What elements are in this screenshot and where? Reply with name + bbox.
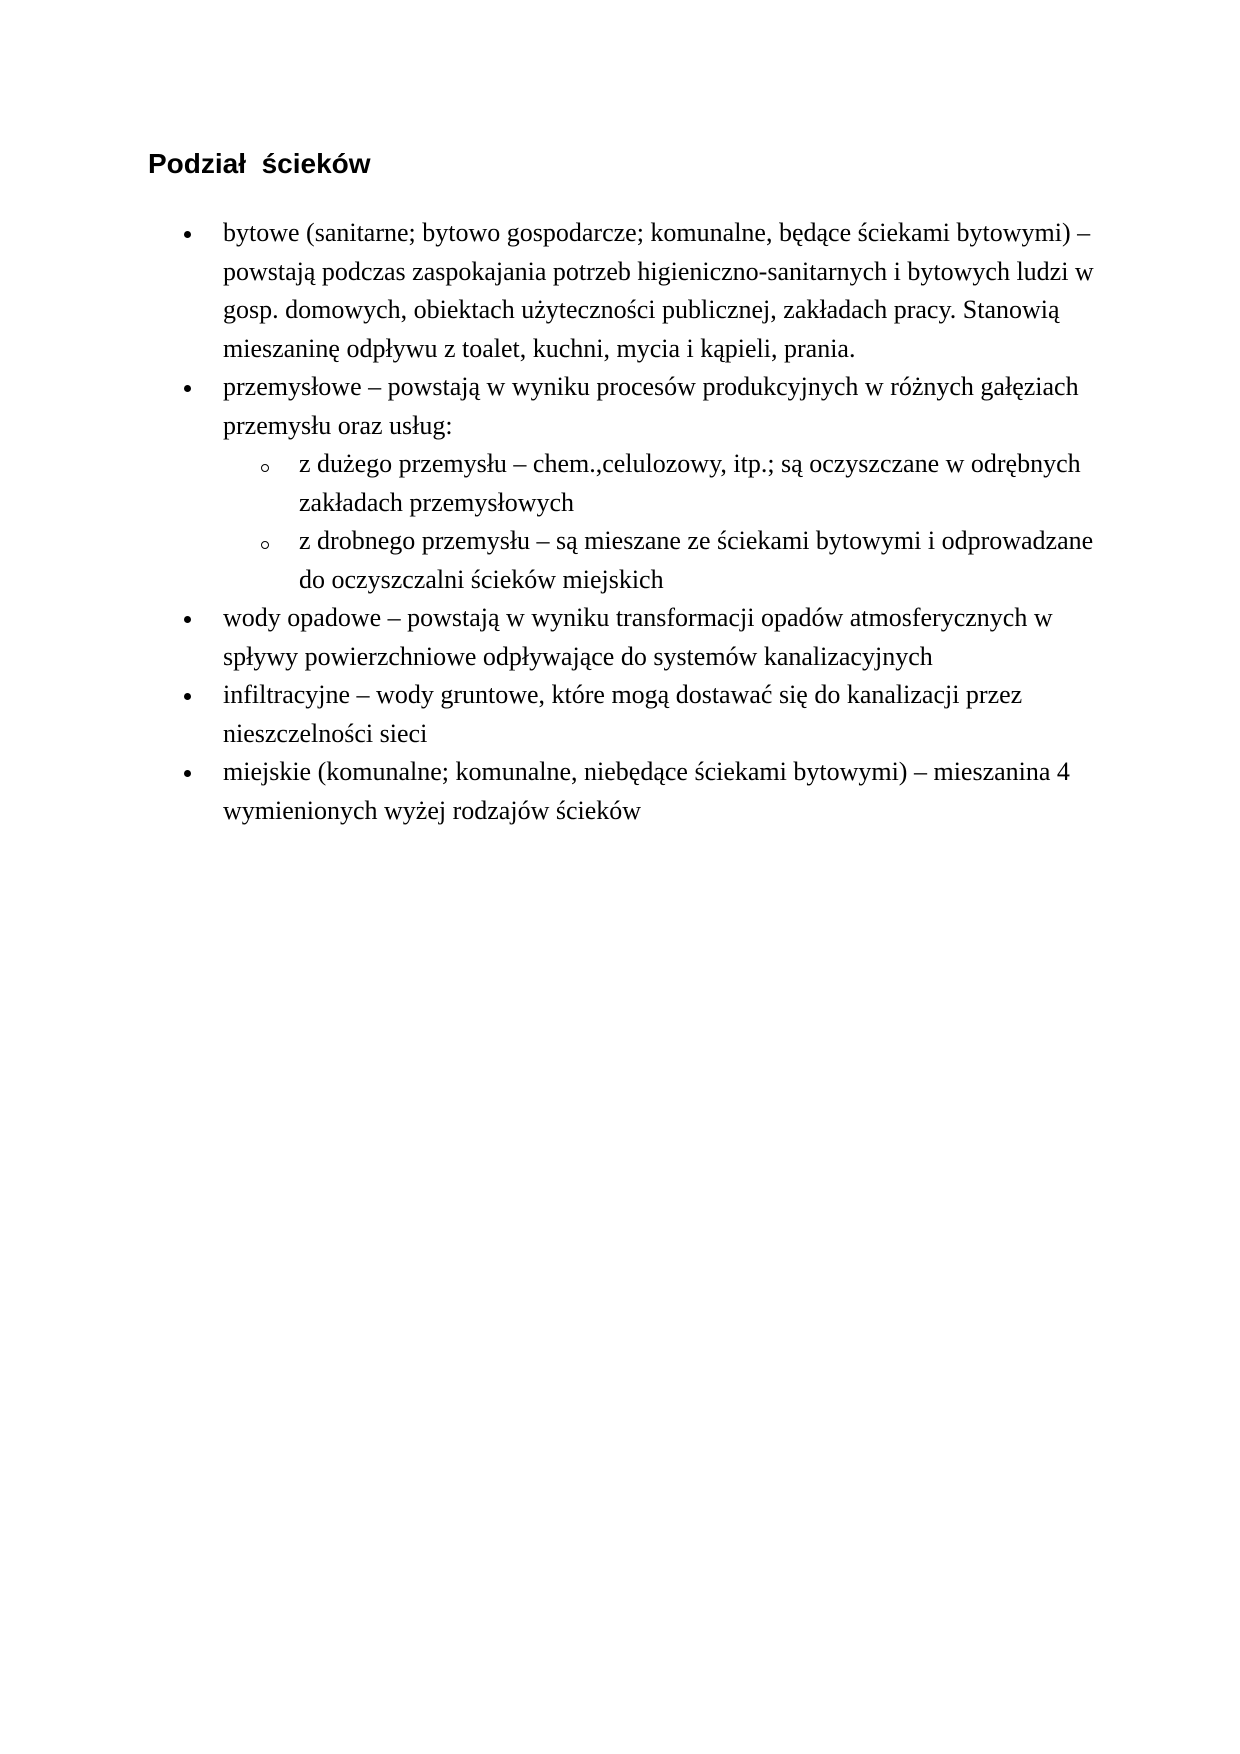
list-item-text: miejskie (komunalne; komunalne, niebędące ściekami bytowymi) – mieszanina 4 wymienionych wyżej rodzajów ścieków — [223, 757, 1070, 825]
bullet-icon — [184, 385, 191, 392]
industrial-sublist — [223, 445, 1103, 599]
list-item-text: infiltracyjne – wody gruntowe, które mogą dostawać się do kanalizacji przez nieszczelności sieci — [223, 680, 1023, 748]
circle-bullet-icon — [261, 541, 269, 549]
sublist-item-drobny-przemysl — [0, 522, 1103, 599]
sublist-item-duzy-przemysl — [0, 445, 1103, 522]
list-item-text: wody opadowe – powstają w wyniku transformacji opadów atmosferycznych w spływy powierzchniowe odpływające do systemów kanalizacyjnych — [223, 603, 1053, 671]
bullet-icon — [184, 231, 191, 238]
list-item-text: bytowe (sanitarne; bytowo gospodarcze; komunalne, będące ściekami bytowymi) – powstają podczas zaspokajania potrzeb higieniczno-sanitarnych i bytowych ludzi w gosp. domowych, obiektach użyteczności publicznej, zakładach pracy. Stanowią mieszaninę odpływu z toalet, kuchni, mycia i kąpieli, prania. — [223, 218, 1094, 363]
page-title: Podział ścieków — [148, 148, 371, 179]
list-item-text: przemysłowe – powstają w wyniku procesów produkcyjnych w różnych gałęziach przemysłu oraz usług: — [223, 372, 1079, 440]
circle-bullet-icon — [261, 464, 269, 472]
sublist-item-text: z drobnego przemysłu – są mieszane ze ściekami bytowymi i odprowadzane do oczyszczalni ścieków miejskich — [299, 526, 1094, 594]
bullet-icon — [184, 770, 191, 777]
list-item-wody-opadowe — [0, 599, 1103, 676]
sublist-item-text: z dużego przemysłu – chem.,celulozowy, itp.; są oczyszczane w odrębnych zakładach przemysłowych — [299, 449, 1081, 517]
list-item-infiltracyjne — [0, 676, 1103, 753]
list-item-bytowe — [0, 214, 1103, 368]
bullet-icon — [184, 616, 191, 623]
list-item-przemyslowe — [0, 368, 1103, 599]
list-item-miejskie — [0, 753, 1103, 830]
bullet-icon — [184, 693, 191, 700]
wastewater-types-list — [0, 214, 1103, 830]
